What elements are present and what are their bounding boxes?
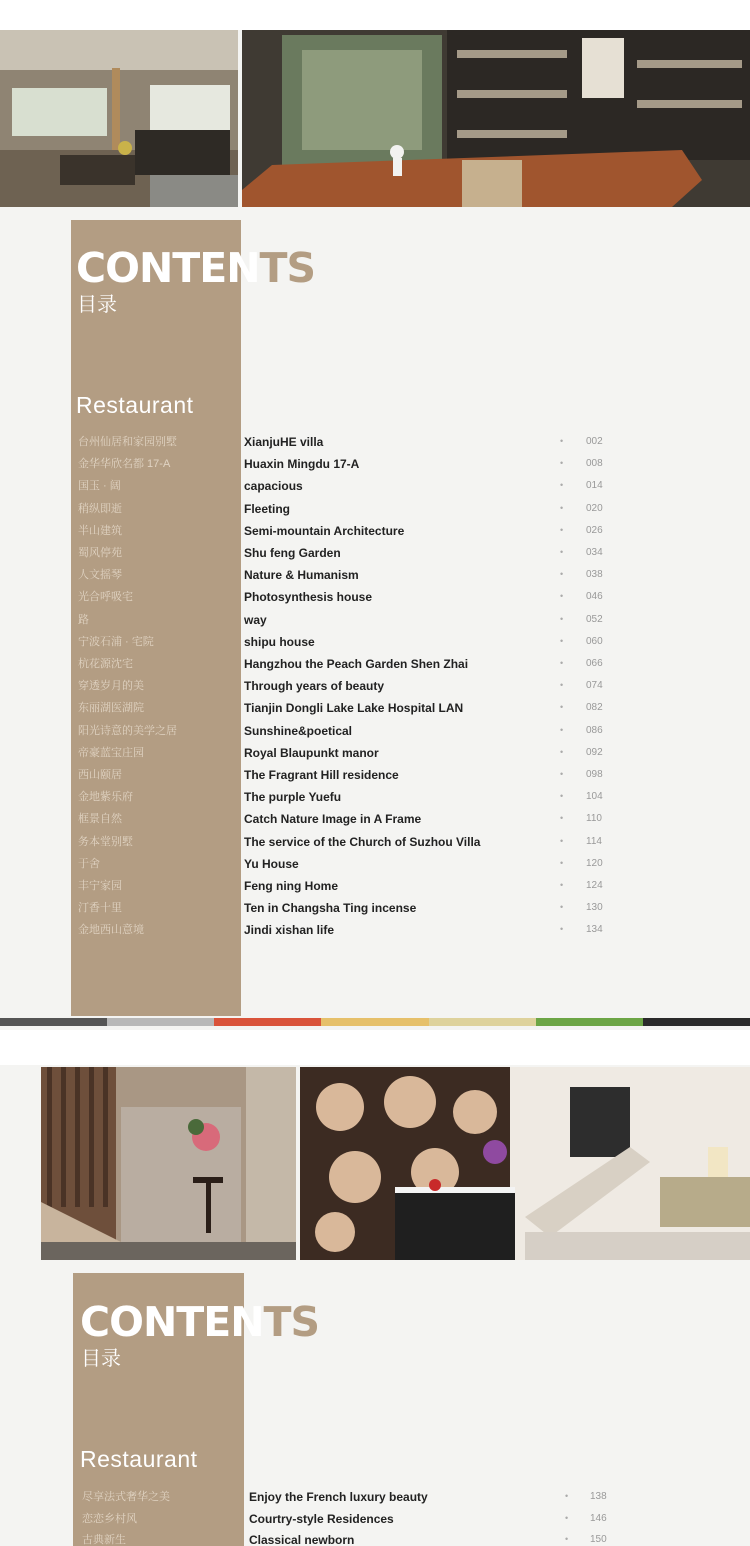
toc-page-number: 146 bbox=[590, 1512, 607, 1524]
toc-item-title: Courtry-style Residences bbox=[249, 1511, 394, 1526]
toc-page-number: 134 bbox=[586, 924, 603, 936]
toc-item-title: Yu House bbox=[244, 856, 299, 871]
toc-bullet: • bbox=[560, 524, 564, 535]
toc-item-cn: 杭花源沈宅 bbox=[78, 658, 133, 670]
toc-item-cn: 路 bbox=[78, 613, 89, 626]
toc-page-number: 026 bbox=[586, 524, 603, 536]
toc-page-number: 066 bbox=[586, 658, 603, 669]
toc-item-cn: 框景自然 bbox=[78, 813, 122, 826]
toc-bullet: • bbox=[560, 502, 564, 513]
toc-page-number: 074 bbox=[586, 680, 603, 692]
toc-bullet: • bbox=[560, 857, 564, 868]
toc-page-number: 130 bbox=[586, 902, 603, 914]
toc-bullet: • bbox=[560, 746, 564, 757]
toc-bullet: • bbox=[560, 635, 564, 646]
toc-item-title: Through years of beauty bbox=[244, 679, 385, 694]
toc-item-title: Nature & Humanism bbox=[244, 568, 359, 583]
toc-item-cn: 汀香十里 bbox=[78, 902, 122, 915]
section-heading: Restaurant bbox=[80, 1446, 198, 1472]
toc-page-number: 138 bbox=[590, 1491, 607, 1502]
toc-page-number: 086 bbox=[586, 724, 603, 736]
toc-page-number: 082 bbox=[586, 702, 603, 714]
toc-bullet: • bbox=[565, 1491, 569, 1501]
toc-bullet: • bbox=[560, 547, 564, 557]
living-room-photo bbox=[0, 30, 238, 207]
toc-item-title: capacious bbox=[244, 479, 303, 494]
toc-item-title: Tianjin Dongli Lake Lake Hospital LAN bbox=[244, 701, 464, 716]
toc-page-number: 046 bbox=[586, 591, 603, 603]
toc-item-cn: 人文摇琴 bbox=[78, 569, 122, 582]
contents-subtitle: 目录 bbox=[81, 1346, 121, 1370]
toc-item-title: Enjoy the French luxury beauty bbox=[249, 1490, 428, 1504]
contents-title bbox=[80, 1298, 320, 1346]
stripe-segment bbox=[214, 1018, 321, 1026]
toc-bullet: • bbox=[560, 569, 564, 580]
toc-bullet: • bbox=[560, 902, 564, 913]
toc-bullet: • bbox=[560, 680, 564, 691]
toc-item-cn: 恋恋乡村风 bbox=[82, 1512, 137, 1525]
title-part1: CONTEN bbox=[80, 1298, 264, 1346]
toc-bullet: • bbox=[560, 724, 564, 735]
toc-item-title: Feng ning Home bbox=[244, 879, 338, 893]
lattice-screen-photo bbox=[300, 1067, 750, 1260]
toc-item-title: Jindi xishan life bbox=[244, 923, 335, 938]
toc-item-title: Classical newborn bbox=[249, 1533, 355, 1546]
toc-item-cn: 金地西山意境 bbox=[78, 924, 144, 937]
toc-item-title: Semi-mountain Architecture bbox=[244, 523, 405, 538]
toc-page-number: 120 bbox=[586, 857, 603, 869]
contents-sidebar bbox=[71, 220, 241, 1016]
toc-page-number: 014 bbox=[586, 480, 603, 492]
toc-bullet: • bbox=[560, 791, 564, 802]
toc-item-title: Shu feng Garden bbox=[244, 546, 341, 560]
toc-item-cn: 国玉 · 阔 bbox=[78, 480, 121, 493]
toc-bullet: • bbox=[560, 835, 564, 846]
toc-item-title: Ten in Changsha Ting incense bbox=[244, 901, 417, 916]
toc-item-cn: 台州仙居和家园别墅 bbox=[78, 436, 177, 448]
stripe-segment bbox=[429, 1018, 536, 1026]
toc-item-title: Hangzhou the Peach Garden Shen Zhai bbox=[244, 657, 469, 671]
toc-item-cn: 金地紫乐府 bbox=[78, 791, 133, 804]
toc-item-title: The Fragrant Hill residence bbox=[244, 768, 399, 782]
contents-page-1 bbox=[0, 30, 750, 1030]
toc-item-cn: 帝豪蓝宝庄园 bbox=[78, 746, 144, 759]
toc-page-number: 124 bbox=[586, 880, 603, 891]
toc-item-title: Sunshine&poetical bbox=[244, 723, 353, 738]
toc-item-cn: 金华华欣名都 17-A bbox=[78, 458, 171, 471]
stripe-segment bbox=[107, 1018, 214, 1026]
stripe-segment bbox=[536, 1018, 643, 1026]
toc-item-cn: 古典新生 bbox=[82, 1534, 126, 1546]
stripe-segment bbox=[0, 1018, 107, 1026]
toc-item-title: Royal Blaupunkt manor bbox=[244, 745, 379, 760]
toc-item-cn: 蜀风停苑 bbox=[78, 547, 122, 559]
toc-bullet: • bbox=[560, 658, 564, 668]
contents-subtitle: 目录 bbox=[77, 292, 117, 316]
section-heading: Restaurant bbox=[76, 392, 194, 418]
toc-page-number: 098 bbox=[586, 769, 603, 780]
toc-bullet: • bbox=[560, 480, 564, 491]
toc-bullet: • bbox=[560, 436, 564, 446]
toc-item-title: The purple Yuefu bbox=[244, 790, 342, 805]
color-stripe bbox=[0, 1018, 750, 1026]
toc-bullet: • bbox=[560, 458, 564, 469]
title-part2: TS bbox=[259, 244, 316, 292]
toc-page-number: 008 bbox=[586, 458, 603, 470]
toc-page-number: 104 bbox=[586, 791, 603, 803]
title-part2: TS bbox=[263, 1298, 320, 1346]
toc-bullet: • bbox=[560, 591, 564, 602]
toc-item-cn: 稍纵即逝 bbox=[78, 502, 122, 515]
toc-page-number: 114 bbox=[586, 835, 602, 847]
toc-item-title: XianjuHE villa bbox=[244, 435, 324, 449]
toc-bullet: • bbox=[560, 702, 564, 713]
toc-bullet: • bbox=[560, 924, 564, 935]
toc-item-title: The service of the Church of Suzhou Villa bbox=[244, 834, 481, 849]
toc-item-title: way bbox=[244, 612, 267, 627]
toc-page-number: 092 bbox=[586, 746, 603, 758]
title-part1: CONTEN bbox=[76, 244, 260, 292]
toc-page-number: 020 bbox=[586, 502, 603, 514]
toc-page-number: 002 bbox=[586, 436, 603, 447]
toc-item-cn: 阳光诗意的美学之居 bbox=[78, 724, 177, 737]
toc-page-number: 110 bbox=[586, 813, 602, 825]
toc-item-cn: 穿透岁月的美 bbox=[78, 680, 144, 693]
toc-item-title: shipu house bbox=[244, 634, 315, 649]
toc-item-title: Photosynthesis house bbox=[244, 590, 373, 605]
toc-item-cn: 务本堂别墅 bbox=[78, 835, 133, 848]
toc-item-cn: 于舍 bbox=[78, 857, 100, 870]
stripe-segment bbox=[643, 1018, 750, 1026]
toc-item-cn: 宁波石浦 · 宅院 bbox=[78, 635, 154, 648]
toc-item-cn: 光合呼吸宅 bbox=[78, 591, 133, 604]
toc-item-title: Huaxin Mingdu 17-A bbox=[244, 457, 360, 472]
toc-bullet: • bbox=[565, 1534, 569, 1545]
toc-page-number: 034 bbox=[586, 547, 603, 558]
toc-bullet: • bbox=[560, 880, 564, 890]
toc-item-title: Fleeting bbox=[244, 501, 291, 516]
toc-page-number: 038 bbox=[586, 569, 603, 581]
stripe-segment bbox=[321, 1018, 428, 1026]
toc-page-number: 150 bbox=[590, 1534, 607, 1546]
contents-title bbox=[76, 244, 316, 292]
stairway-photo bbox=[41, 1067, 296, 1260]
toc-item-cn: 西山颐居 bbox=[78, 769, 122, 781]
toc-item-cn: 半山建筑 bbox=[78, 524, 122, 537]
toc-bullet: • bbox=[560, 813, 564, 824]
toc-item-title: Catch Nature Image in A Frame bbox=[244, 812, 422, 827]
toc-bullet: • bbox=[560, 769, 564, 779]
contents-page-2 bbox=[0, 1065, 750, 1546]
toc-page-number: 052 bbox=[586, 613, 603, 625]
toc-page-number: 060 bbox=[586, 635, 603, 647]
library-study-photo bbox=[242, 30, 750, 207]
toc-item-cn: 丰宁家园 bbox=[78, 880, 122, 892]
toc-item-cn: 东丽湖医湖院 bbox=[78, 702, 144, 715]
toc-bullet: • bbox=[565, 1512, 569, 1523]
toc-item-cn: 尽享法式奢华之美 bbox=[82, 1491, 170, 1503]
toc-bullet: • bbox=[560, 613, 564, 624]
